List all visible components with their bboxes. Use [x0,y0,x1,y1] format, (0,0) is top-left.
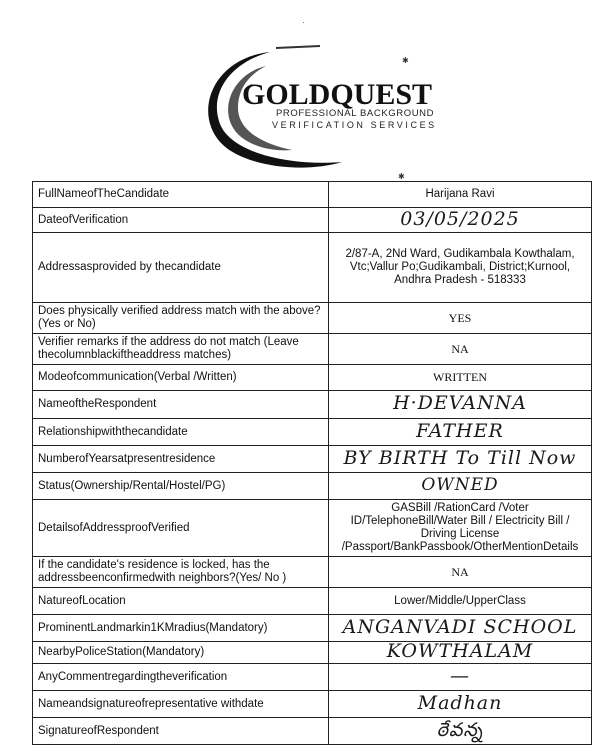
field-label: Relationshipwiththecandidate [33,419,329,446]
table-row [33,500,592,557]
field-value [329,419,592,446]
table-row [33,303,592,334]
table-row [33,718,592,745]
scan-speck: ✱ [398,172,405,181]
field-value: NA [329,334,592,365]
handwritten-entry: FATHER [416,419,504,442]
field-label: Status(Ownership/Rental/Hostel/PG) [33,473,329,500]
field-value: GASBill /RationCard /Voter ID/TelephoneBill/Water Bill / Electricity Bill / Driving License /Passport/BankPassbook/OtherMentionDetails [329,500,592,557]
field-label: If the candidate's residence is locked, has the addressbeenconfirmedwith neighbors?(Yes/ No ) [33,557,329,588]
field-label: AnyCommentregardingtheverification [33,664,329,691]
table-row [33,473,592,500]
handwritten-entry: Madhan [417,691,503,714]
table-row [33,446,592,473]
field-label: Modeofcommunication(Verbal /Written) [33,365,329,391]
field-value: NA [329,557,592,588]
brand-name: GOLDQUEST [242,78,433,111]
scan-speck: · [302,18,305,27]
table-row [33,233,592,303]
field-value: Lower/Middle/UpperClass [329,588,592,615]
table-row [33,365,592,391]
table-row [33,588,592,615]
field-label: ProminentLandmarkin1KMradius(Mandatory) [33,615,329,642]
table-row [33,664,592,691]
field-value [329,691,592,718]
field-value [329,473,592,500]
field-value: YES [329,303,592,334]
field-label: NearbyPoliceStation(Mandatory) [33,642,329,664]
field-value: WRITTEN [329,365,592,391]
scan-speck: ✱ [402,56,409,65]
table-row [33,182,592,208]
goldquest-logo [192,44,454,174]
field-label: SignatureofRespondent [33,718,329,745]
field-label: Nameandsignatureofrepresentative withdate [33,691,329,718]
handwritten-entry: H·DEVANNA [393,392,527,414]
field-label: Verifier remarks if the address do not match (Leave thecolumnblackiftheaddress matches) [33,334,329,365]
handwritten-entry: KOWTHALAM [386,640,534,662]
field-value [329,718,592,745]
table-row [33,642,592,664]
field-label: NumberofYearsatpresentresidence [33,446,329,473]
field-label: NatureofLocation [33,588,329,615]
field-label: DateofVerification [33,208,329,233]
handwritten-entry: OWNED [421,475,499,495]
table-row [33,615,592,642]
field-value [329,664,592,691]
table-row [33,208,592,233]
handwritten-entry: — [450,664,470,687]
table-row [33,691,592,718]
field-label: FullNameofTheCandidate [33,182,329,208]
brand-tagline-2: VERIFICATION SERVICES [272,120,437,130]
field-label: Addressasprovided by thecandidate [33,233,329,303]
table-row [33,391,592,419]
verification-table [32,181,592,745]
brand-tagline-1: PROFESSIONAL BACKGROUND [276,108,435,119]
handwritten-entry: ANGANVADI SCHOOL [342,615,578,638]
field-label: NameoftheRespondent [33,391,329,419]
field-value [329,615,592,642]
table-row [33,557,592,588]
handwritten-entry: BY BIRTH To Till Now [343,446,577,469]
table-row [33,334,592,365]
field-value: 2/87-A, 2Nd Ward, Gudikambala Kowthalam, Vtc;Vallur Po;Gudikambali, District;Kurnool, Andhra Pradesh - 518333 [329,233,592,303]
field-value [329,642,592,664]
field-value: Harijana Ravi [329,182,592,208]
field-label: Does physically verified address match with the above?(Yes or No) [33,303,329,334]
field-value [329,208,592,233]
field-value [329,391,592,419]
field-value [329,446,592,473]
table-row [33,419,592,446]
handwritten-entry: 03/05/2025 [400,207,520,230]
handwritten-entry: ఠేవన్న [436,718,484,741]
field-label: DetailsofAddressproofVerified [33,500,329,557]
